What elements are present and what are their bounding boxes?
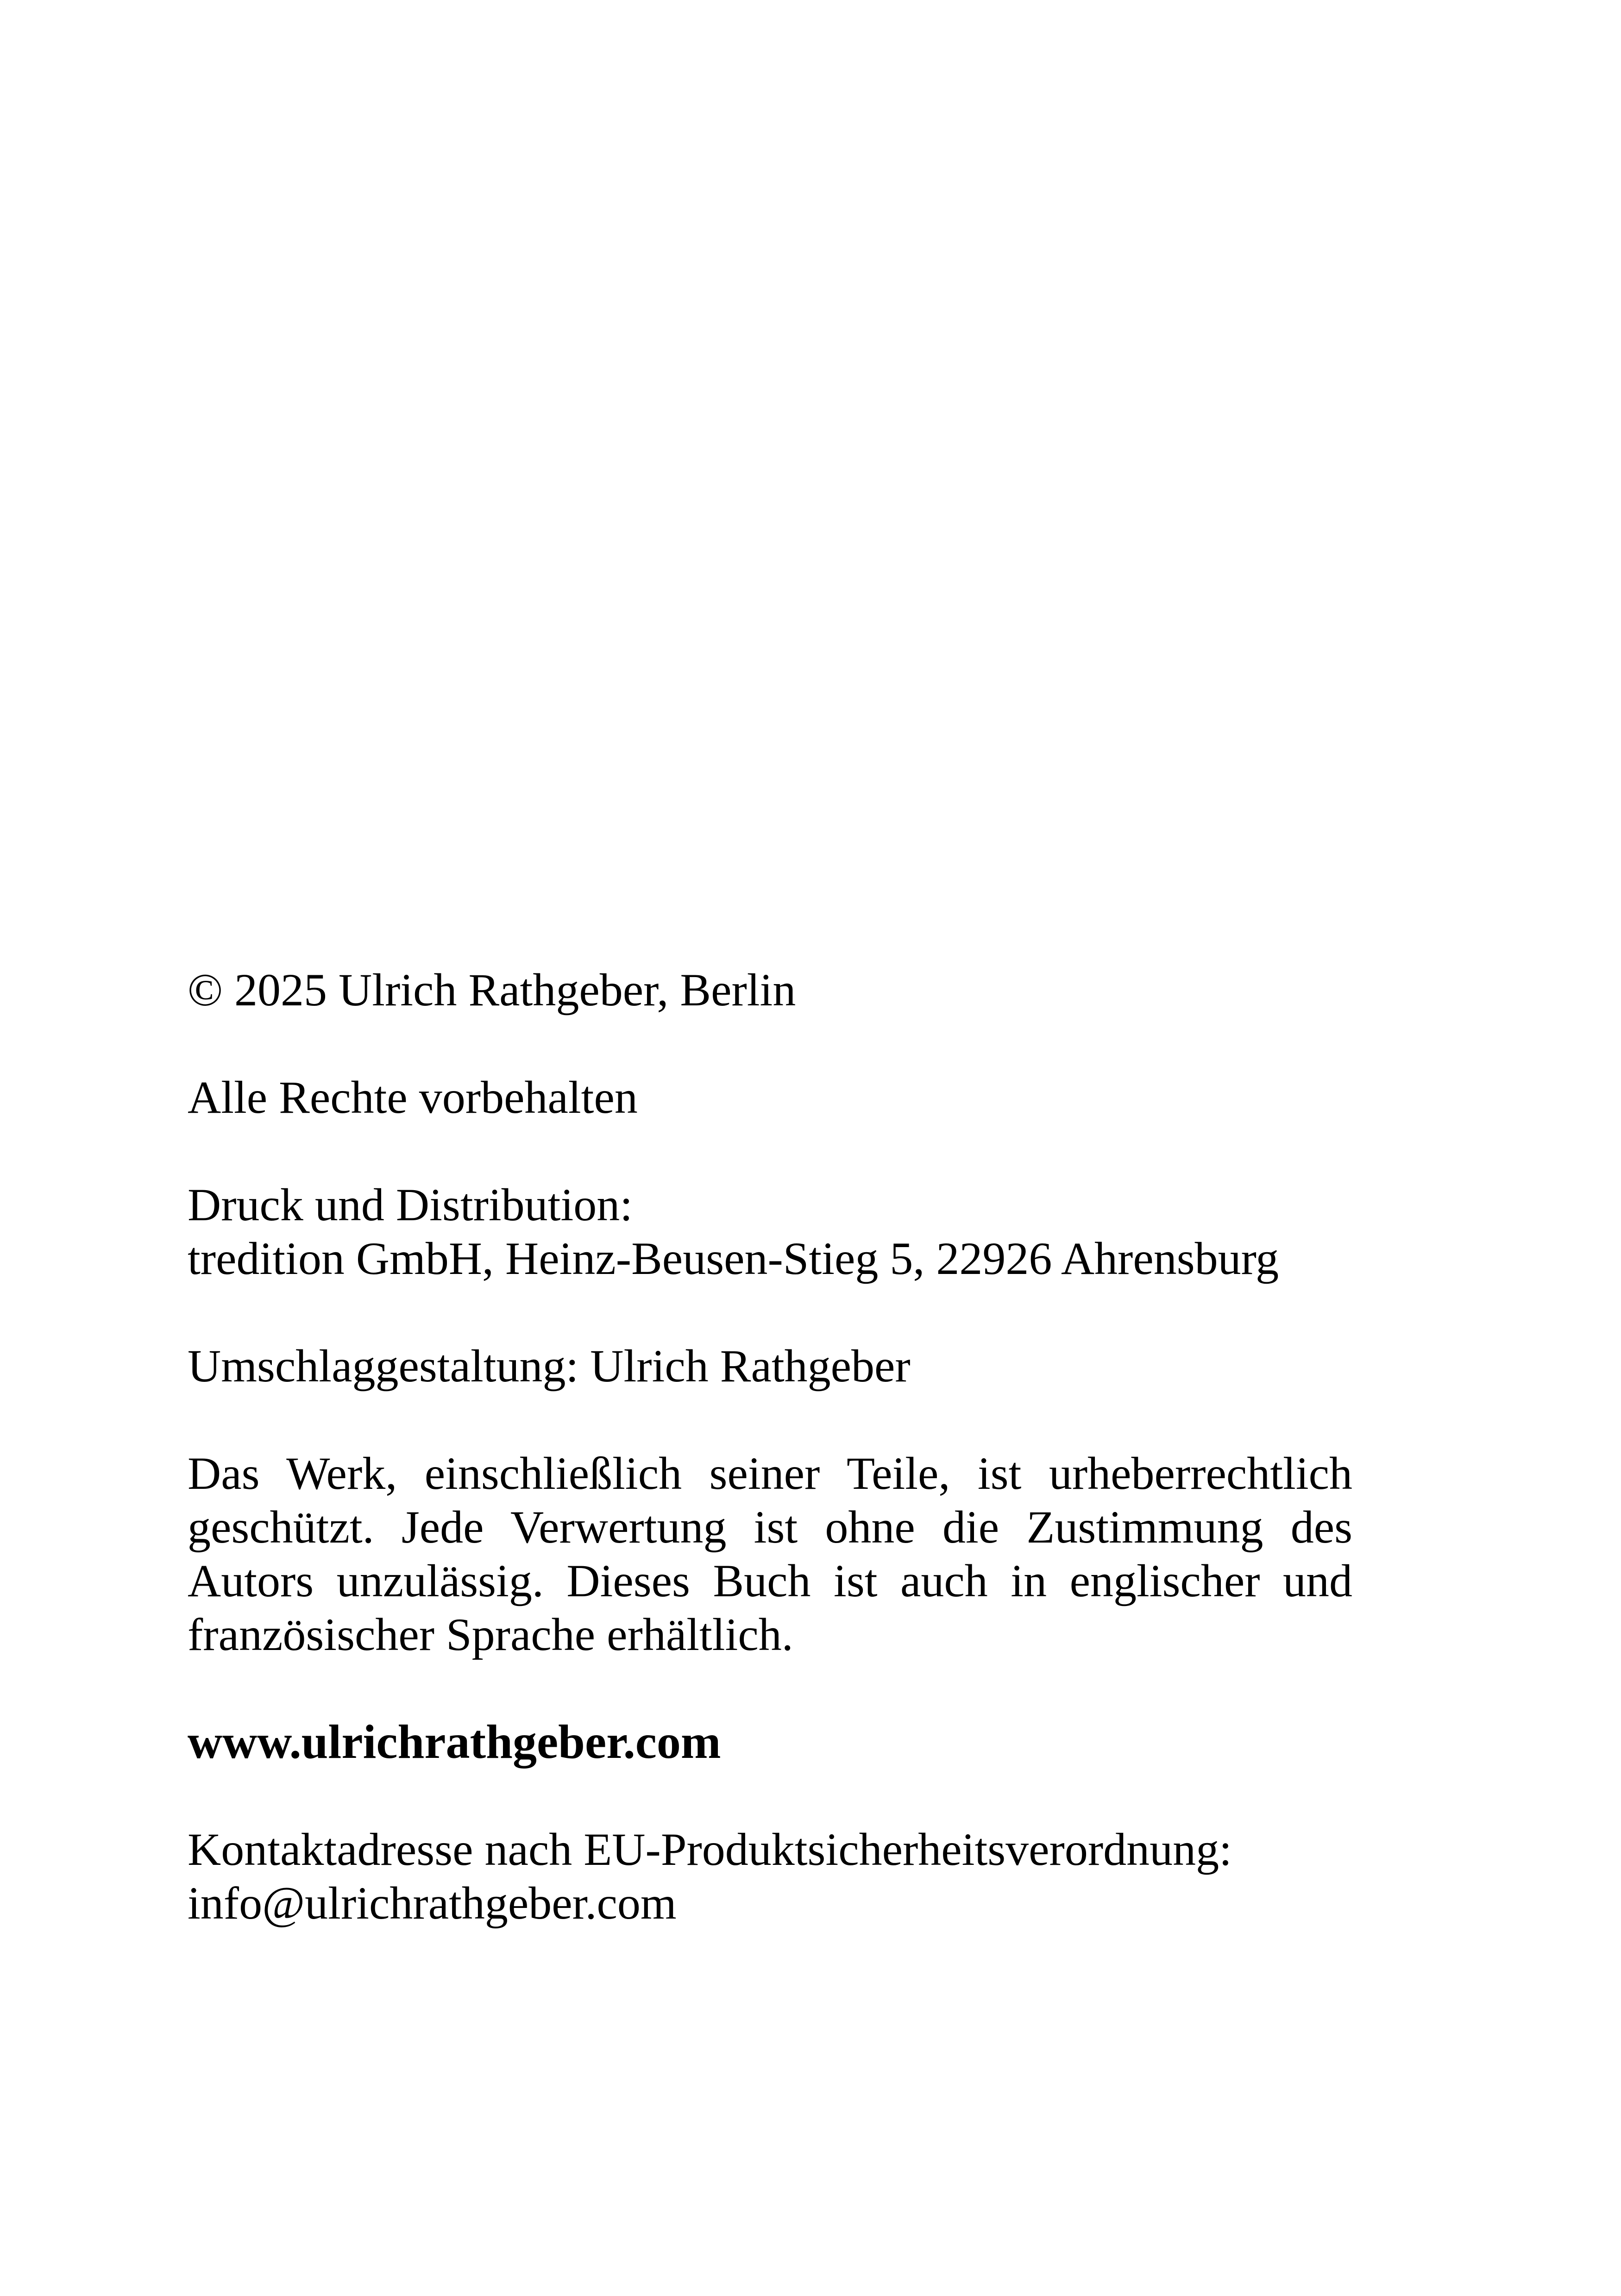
copyright-line: © 2025 Ulrich Rathgeber, Berlin xyxy=(188,964,796,1016)
print-distribution xyxy=(188,1178,1352,1286)
imprint-block xyxy=(188,963,1352,1930)
contact-block xyxy=(188,1823,1352,1930)
cover-design-line: Umschlaggestaltung: Ulrich Rathgeber xyxy=(188,1340,911,1392)
legal-notice: Das Werk, einschließlich seiner Teile, ist urheberrechtlich geschützt. Jede Verwertung ist ohne die Zustimmung des Autors unzulässig. Dieses Buch ist auch in englischer und französischer Sprache erhältlich. xyxy=(188,1448,1352,1660)
contact-label: Kontaktadresse nach EU-Produktsicherheitsverordnung: xyxy=(188,1824,1232,1875)
print-label: Druck und Distribution: xyxy=(188,1179,633,1230)
contact-email[interactable]: info@ulrichrathgeber.com xyxy=(188,1877,677,1929)
print-address: tredition GmbH, Heinz-Beusen-Stieg 5, 22926 Ahrensburg xyxy=(188,1233,1279,1284)
rights-line: Alle Rechte vorbehalten xyxy=(188,1072,638,1123)
website-link[interactable]: www.ulrichrathgeber.com xyxy=(188,1715,721,1769)
